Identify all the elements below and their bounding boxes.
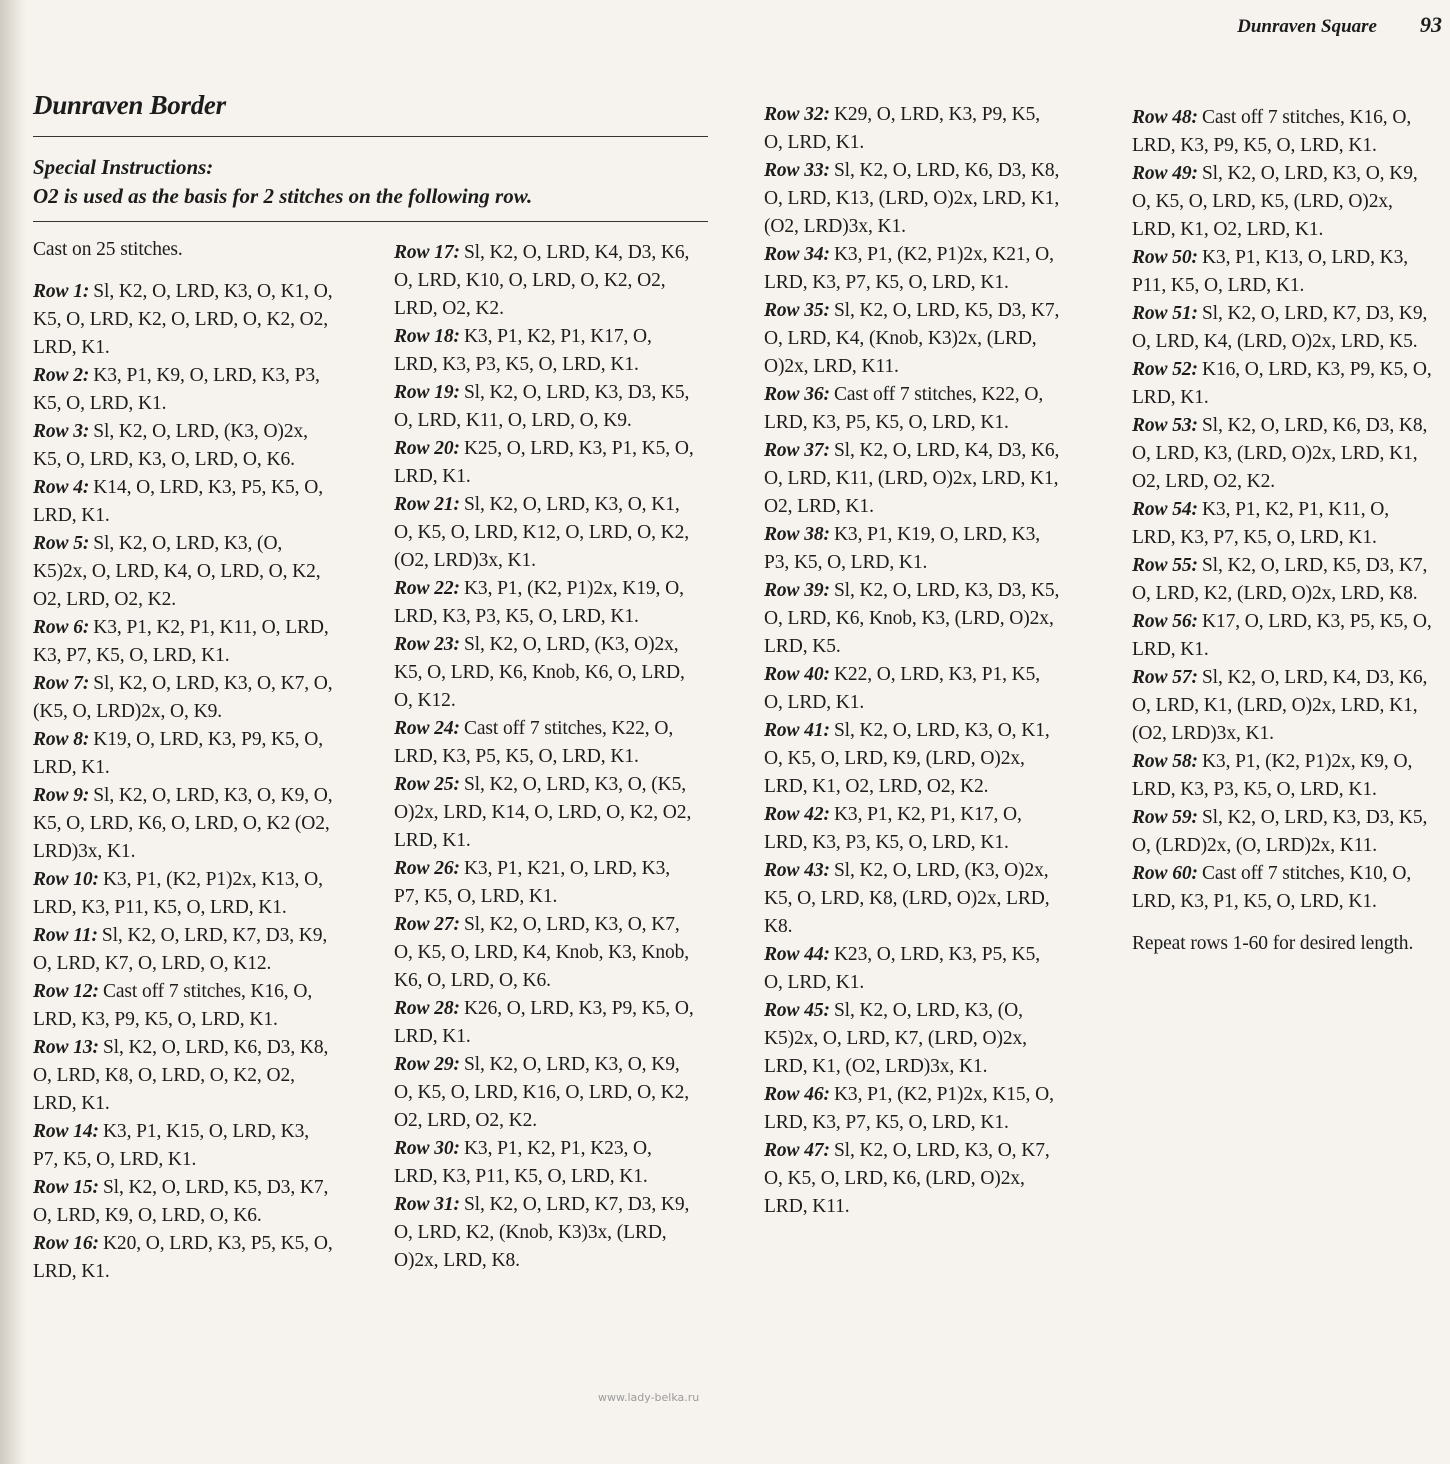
row-label: Row 51: [1132,303,1198,324]
pattern-row [394,1191,699,1275]
row-label: Row 15: [33,1177,99,1198]
row-label: Row 2: [33,365,90,386]
row-instructions: K29, O, LRD, K3, P9, K5, O, LRD, K1. [764,104,1041,153]
special-instructions-heading: Special Instructions: [33,155,214,179]
pattern-row [764,941,1062,997]
pattern-row [764,661,1062,717]
row-label: Row 59: [1132,807,1198,828]
pattern-row [33,670,333,726]
pattern-row [764,157,1062,241]
pattern-row [33,978,333,1034]
pattern-row [764,297,1062,381]
pattern-row [33,614,333,670]
row-label: Row 44: [764,944,830,965]
pattern-row [33,1118,333,1174]
row-instructions: Cast off 7 stitches, K16, O, LRD, K3, P9, K5, O, LRD, K1. [1132,107,1412,156]
pattern-row [394,239,699,323]
row-instructions: K3, P1, K2, P1, K11, O, LRD, K3, P7, K5, O, LRD, K1. [1132,499,1390,548]
row-instructions: Sl, K2, O, LRD, K4, D3, K6, O, LRD, K1, (LRD, O)2x, LRD, K1, (O2, LRD)3x, K1. [1132,667,1428,744]
row-instructions: K3, P1, (K2, P1)2x, K21, O, LRD, K3, P7, K5, O, LRD, K1. [764,244,1054,293]
page-gutter-shadow [0,0,26,1464]
row-label: Row 24: [394,718,460,739]
row-instructions: Sl, K2, O, LRD, K7, D3, K9, O, LRD, K4, (LRD, O)2x, LRD, K5. [1132,303,1428,352]
row-instructions: K3, P1, (K2, P1)2x, K9, O, LRD, K3, P3, K5, O, LRD, K1. [1132,751,1413,800]
instructions-column-2 [394,239,699,1275]
row-label: Row 45: [764,1000,830,1021]
pattern-row [764,1081,1062,1137]
row-label: Row 33: [764,160,830,181]
row-label: Row 47: [764,1140,830,1161]
repeat-note: Repeat rows 1-60 for desired length. [1132,933,1414,954]
row-label: Row 52: [1132,359,1198,380]
pattern-row [764,101,1062,157]
pattern-row [1132,496,1434,552]
row-instructions: Sl, K2, O, LRD, K3, D3, K5, O, LRD, K11, O, LRD, O, K9. [394,382,690,431]
row-instructions: Sl, K2, O, LRD, K3, O, K1, O, K5, O, LRD, K12, O, LRD, O, K2, (O2, LRD)3x, K1. [394,494,690,571]
row-instructions: Cast off 7 stitches, K22, O, LRD, K3, P5, K5, O, LRD, K1. [394,718,674,767]
row-instructions: Sl, K2, O, LRD, K3, O, K1, O, K5, O, LRD, K9, (LRD, O)2x, LRD, K1, O2, LRD, O2, K2. [764,720,1050,797]
pattern-row [394,379,699,435]
pattern-row [394,631,699,715]
row-label: Row 29: [394,1054,460,1075]
pattern-row [394,575,699,631]
pattern-row [764,1137,1062,1221]
row-instructions: Sl, K2, O, LRD, K3, (O, K5)2x, O, LRD, K7, (LRD, O)2x, LRD, K1, (O2, LRD)3x, K1. [764,1000,1027,1077]
row-label: Row 57: [1132,667,1198,688]
row-label: Row 27: [394,914,460,935]
pattern-row [33,1174,333,1230]
pattern-row [33,474,333,530]
row-label: Row 6: [33,617,90,638]
row-label: Row 3: [33,421,90,442]
row-instructions: Sl, K2, O, LRD, K5, D3, K7, O, LRD, K9, O, LRD, O, K6. [33,1177,329,1226]
pattern-row [394,1135,699,1191]
row-instructions: K17, O, LRD, K3, P5, K5, O, LRD, K1. [1132,611,1432,660]
row-label: Row 12: [33,981,99,1002]
pattern-row [764,801,1062,857]
pattern-row [764,577,1062,661]
row-label: Row 34: [764,244,830,265]
row-instructions: K3, P1, K19, O, LRD, K3, P3, K5, O, LRD, K1. [764,524,1041,573]
row-instructions: K3, P1, K9, O, LRD, K3, P3, K5, O, LRD, K1. [33,365,320,414]
row-instructions: Sl, K2, O, LRD, K3, O, K9, O, K5, O, LRD, K6, O, LRD, O, K2 (O2, LRD)3x, K1. [33,785,333,862]
section-title: Dunraven Border [33,90,226,120]
row-label: Row 58: [1132,751,1198,772]
special-instructions [33,153,713,211]
special-instructions-text: O2 is used as the basis for 2 stitches on the following row. [33,184,533,208]
instructions-column-1 [33,236,333,1286]
row-instructions: Sl, K2, O, LRD, K3, O, K7, O, K5, O, LRD, K6, (LRD, O)2x, LRD, K11. [764,1140,1050,1217]
divider-top [33,136,708,137]
pattern-row [764,857,1062,941]
row-label: Row 42: [764,804,830,825]
row-instructions: Sl, K2, O, LRD, K3, D3, K5, O, (LRD)2x, (O, LRD)2x, K11. [1132,807,1428,856]
row-label: Row 21: [394,494,460,515]
row-label: Row 50: [1132,247,1198,268]
row-instructions: Sl, K2, O, LRD, (K3, O)2x, K5, O, LRD, K6, Knob, K6, O, LRD, O, K12. [394,634,685,711]
pattern-row [1132,300,1434,356]
row-label: Row 35: [764,300,830,321]
pattern-row [764,241,1062,297]
pattern-row [394,323,699,379]
row-instructions: K3, P1, K2, P1, K17, O, LRD, K3, P3, K5, O, LRD, K1. [394,326,652,375]
pattern-row [33,362,333,418]
pattern-row [394,715,699,771]
row-instructions: Sl, K2, O, LRD, K3, O, K9, O, K5, O, LRD, K16, O, LRD, O, K2, O2, LRD, O2, K2. [394,1054,690,1131]
row-instructions: K14, O, LRD, K3, P5, K5, O, LRD, K1. [33,477,323,526]
pattern-row [33,726,333,782]
pattern-row [1132,860,1434,916]
row-label: Row 8: [33,729,90,750]
row-instructions: K25, O, LRD, K3, P1, K5, O, LRD, K1. [394,438,694,487]
row-label: Row 11: [33,925,98,946]
row-label: Row 14: [33,1121,99,1142]
pattern-row [33,1230,333,1286]
pattern-row [1132,664,1434,748]
pattern-row [1132,104,1434,160]
pattern-row [1132,160,1434,244]
row-label: Row 40: [764,664,830,685]
row-instructions: Sl, K2, O, LRD, K6, D3, K8, O, LRD, K8, O, LRD, O, K2, O2, LRD, K1. [33,1037,329,1114]
pattern-row [764,521,1062,577]
row-instructions: Sl, K2, O, LRD, K3, O, K9, O, K5, O, LRD, K5, (LRD, O)2x, LRD, K1, O2, LRD, K1. [1132,163,1418,240]
row-label: Row 41: [764,720,830,741]
row-label: Row 60: [1132,863,1198,884]
row-label: Row 9: [33,785,90,806]
pattern-row [1132,244,1434,300]
pattern-row [33,530,333,614]
row-label: Row 49: [1132,163,1198,184]
cast-on-text: Cast on 25 stitches. [33,239,183,260]
row-label: Row 25: [394,774,460,795]
row-instructions: K22, O, LRD, K3, P1, K5, O, LRD, K1. [764,664,1041,713]
row-label: Row 32: [764,104,830,125]
row-instructions: Sl, K2, O, LRD, K3, O, K1, O, K5, O, LRD, K2, O, LRD, O, K2, O2, LRD, K1. [33,281,333,358]
row-label: Row 5: [33,533,90,554]
pattern-row [33,1034,333,1118]
running-head [1237,12,1442,38]
row-instructions: K3, P1, K2, P1, K23, O, LRD, K3, P11, K5, O, LRD, K1. [394,1138,652,1187]
pattern-row [394,855,699,911]
pattern-row [1132,608,1434,664]
row-instructions: Sl, K2, O, LRD, K7, D3, K9, O, LRD, K2, (Knob, K3)3x, (LRD, O)2x, LRD, K8. [394,1194,690,1271]
row-label: Row 4: [33,477,90,498]
row-instructions: K3, P1, K13, O, LRD, K3, P11, K5, O, LRD, K1. [1132,247,1409,296]
row-label: Row 10: [33,869,99,890]
pattern-row [394,771,699,855]
row-label: Row 38: [764,524,830,545]
row-instructions: K3, P1, K2, P1, K11, O, LRD, K3, P7, K5, O, LRD, K1. [33,617,329,666]
row-label: Row 28: [394,998,460,1019]
row-instructions: K3, P1, (K2, P1)2x, K13, O, LRD, K3, P11, K5, O, LRD, K1. [33,869,323,918]
pattern-row [33,278,333,362]
row-instructions: Sl, K2, O, LRD, K3, O, K7, O, (K5, O, LRD)2x, O, K9. [33,673,333,722]
row-label: Row 46: [764,1084,830,1105]
row-instructions: K16, O, LRD, K3, P9, K5, O, LRD, K1. [1132,359,1432,408]
row-instructions: K3, P1, K15, O, LRD, K3, P7, K5, O, LRD, K1. [33,1121,310,1170]
pattern-row [33,922,333,978]
pattern-row [394,435,699,491]
row-label: Row 53: [1132,415,1198,436]
row-instructions: Sl, K2, O, LRD, K7, D3, K9, O, LRD, K7, O, LRD, O, K12. [33,925,328,974]
row-label: Row 7: [33,673,90,694]
row-label: Row 13: [33,1037,99,1058]
row-instructions: Cast off 7 stitches, K10, O, LRD, K3, P1, K5, O, LRD, K1. [1132,863,1412,912]
row-label: Row 1: [33,281,90,302]
row-instructions: K19, O, LRD, K3, P9, K5, O, LRD, K1. [33,729,323,778]
pattern-row [764,381,1062,437]
row-label: Row 48: [1132,107,1198,128]
row-instructions: Sl, K2, O, LRD, K5, D3, K7, O, LRD, K2, (LRD, O)2x, LRD, K8. [1132,555,1428,604]
pattern-row [394,491,699,575]
row-label: Row 39: [764,580,830,601]
pattern-row [764,437,1062,521]
row-label: Row 23: [394,634,460,655]
pattern-row [33,418,333,474]
row-label: Row 16: [33,1233,99,1254]
row-label: Row 17: [394,242,460,263]
row-label: Row 20: [394,438,460,459]
pattern-row [33,866,333,922]
pattern-row [1132,804,1434,860]
pattern-row [1132,748,1434,804]
row-instructions: Cast off 7 stitches, K16, O, LRD, K3, P9, K5, O, LRD, K1. [33,981,313,1030]
row-instructions: K3, P1, (K2, P1)2x, K15, O, LRD, K3, P7, K5, O, LRD, K1. [764,1084,1054,1133]
row-instructions: K23, O, LRD, K3, P5, K5, O, LRD, K1. [764,944,1041,993]
row-instructions: Sl, K2, O, LRD, K5, D3, K7, O, LRD, K4, (Knob, K3)2x, (LRD, O)2x, LRD, K11. [764,300,1060,377]
instructions-column-3 [764,101,1062,1221]
row-label: Row 26: [394,858,460,879]
pattern-row [1132,552,1434,608]
row-instructions: Sl, K2, O, LRD, K6, D3, K8, O, LRD, K13, (LRD, O)2x, LRD, K1, (O2, LRD)3x, K1. [764,160,1060,237]
watermark: www.lady-belka.ru [598,1391,700,1404]
row-instructions: Cast off 7 stitches, K22, O, LRD, K3, P5, K5, O, LRD, K1. [764,384,1044,433]
pattern-row [764,717,1062,801]
row-instructions: K3, P1, K21, O, LRD, K3, P7, K5, O, LRD, K1. [394,858,671,907]
row-instructions: Sl, K2, O, LRD, K4, D3, K6, O, LRD, K11, (LRD, O)2x, LRD, K1, O2, LRD, K1. [764,440,1060,517]
row-instructions: Sl, K2, O, LRD, K4, D3, K6, O, LRD, K10, O, LRD, O, K2, O2, LRD, O2, K2. [394,242,690,319]
row-instructions: Sl, K2, O, LRD, K3, (O, K5)2x, O, LRD, K4, O, LRD, O, K2, O2, LRD, O2, K2. [33,533,321,610]
row-instructions: K20, O, LRD, K3, P5, K5, O, LRD, K1. [33,1233,333,1282]
row-label: Row 54: [1132,499,1198,520]
pattern-row [394,995,699,1051]
pattern-row [764,997,1062,1081]
row-instructions: K3, P1, K2, P1, K17, O, LRD, K3, P3, K5, O, LRD, K1. [764,804,1022,853]
row-instructions: Sl, K2, O, LRD, K3, O, K7, O, K5, O, LRD, K4, Knob, K3, Knob, K6, O, LRD, O, K6. [394,914,690,991]
pattern-row [394,911,699,995]
row-label: Row 55: [1132,555,1198,576]
pattern-row [33,782,333,866]
running-head-title: Dunraven Square [1237,16,1377,37]
instructions-column-4 [1132,104,1434,958]
row-label: Row 18: [394,326,460,347]
row-instructions: Sl, K2, O, LRD, (K3, O)2x, K5, O, LRD, K8, (LRD, O)2x, LRD, K8. [764,860,1050,937]
row-instructions: Sl, K2, O, LRD, K6, D3, K8, O, LRD, K3, (LRD, O)2x, LRD, K1, O2, LRD, O2, K2. [1132,415,1428,492]
row-label: Row 22: [394,578,460,599]
row-instructions: Sl, K2, O, LRD, (K3, O)2x, K5, O, LRD, K3, O, LRD, O, K6. [33,421,308,470]
pattern-row [1132,356,1434,412]
row-label: Row 37: [764,440,830,461]
pattern-row [394,1051,699,1135]
row-label: Row 43: [764,860,830,881]
row-instructions: K26, O, LRD, K3, P9, K5, O, LRD, K1. [394,998,694,1047]
row-instructions: Sl, K2, O, LRD, K3, O, (K5, O)2x, LRD, K14, O, LRD, O, K2, O2, LRD, K1. [394,774,692,851]
row-label: Row 31: [394,1194,460,1215]
row-label: Row 19: [394,382,460,403]
row-instructions: K3, P1, (K2, P1)2x, K19, O, LRD, K3, P3, K5, O, LRD, K1. [394,578,684,627]
divider-bottom [33,221,708,222]
row-label: Row 56: [1132,611,1198,632]
row-label: Row 36: [764,384,830,405]
row-label: Row 30: [394,1138,460,1159]
row-instructions: Sl, K2, O, LRD, K3, D3, K5, O, LRD, K6, Knob, K3, (LRD, O)2x, LRD, K5. [764,580,1060,657]
pattern-row [1132,412,1434,496]
page-number: 93 [1420,12,1442,37]
